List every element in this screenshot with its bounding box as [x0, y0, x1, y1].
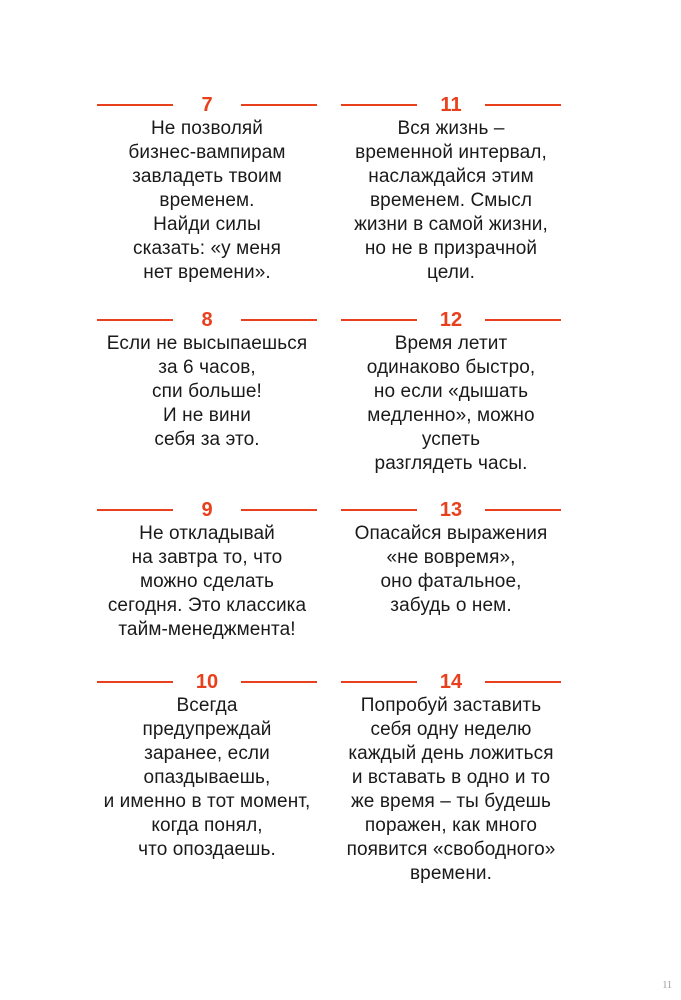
divider-line	[241, 104, 317, 106]
tip-header	[341, 309, 561, 331]
tip-text: Вся жизнь – временной интервал, наслаждайся этим временем. Смысл жизни в самой жизни, но не в призрачной цели.	[354, 118, 548, 283]
tip-card-9	[97, 499, 317, 642]
tip-number: 12	[439, 309, 463, 331]
tip-number: 13	[439, 499, 463, 521]
divider-line	[485, 319, 561, 321]
tip-text: Время летит одинаково быстро, но если «дышать медленно», можно успеть разглядеть часы.	[366, 333, 536, 474]
tip-number: 7	[201, 94, 213, 116]
tip-header	[97, 309, 317, 331]
tip-number: 9	[201, 499, 213, 521]
tip-number: 11	[440, 94, 462, 116]
tip-header	[341, 671, 561, 693]
tip-number: 8	[201, 309, 213, 331]
tip-card-13	[341, 499, 561, 618]
page-number: 11	[662, 980, 672, 991]
tip-number: 14	[439, 671, 463, 693]
tip-card-8	[97, 309, 317, 452]
tip-header	[341, 94, 561, 116]
tip-card-10	[97, 671, 317, 862]
divider-line	[241, 509, 317, 511]
tip-header	[97, 671, 317, 693]
tip-card-7	[97, 94, 317, 285]
tip-header	[97, 94, 317, 116]
tip-text: Если не высыпаешься за 6 часов, спи больше! И не вини себя за это.	[106, 333, 308, 450]
divider-line	[485, 104, 561, 106]
tip-text: Не откладывай на завтра то, что можно сделать сегодня. Это классика тайм-менеджмента!	[107, 523, 307, 640]
divider-line	[241, 319, 317, 321]
tip-header	[97, 499, 317, 521]
divider-line	[485, 509, 561, 511]
tip-text: Попробуй заставить себя одну неделю каждый день ложиться и вставать в одно и то же время – ты будешь поражен, как много появится «свободного» времени.	[346, 695, 556, 884]
tip-text: Не позволяй бизнес-вампирам завладеть твоим временем. Найди силы сказать: «у меня нет времени».	[128, 118, 286, 283]
tip-text: Всегда предупреждай заранее, если опаздываешь, и именно в тот момент, когда понял, что опоздаешь.	[103, 695, 311, 860]
divider-line	[241, 681, 317, 683]
tip-header	[341, 499, 561, 521]
tip-text: Опасайся выражения «не вовремя», оно фатальное, забудь о нем.	[354, 523, 548, 616]
tip-card-14	[341, 671, 561, 886]
tip-card-12	[341, 309, 561, 476]
tip-number: 10	[195, 671, 219, 693]
divider-line	[485, 681, 561, 683]
tip-card-11	[341, 94, 561, 285]
